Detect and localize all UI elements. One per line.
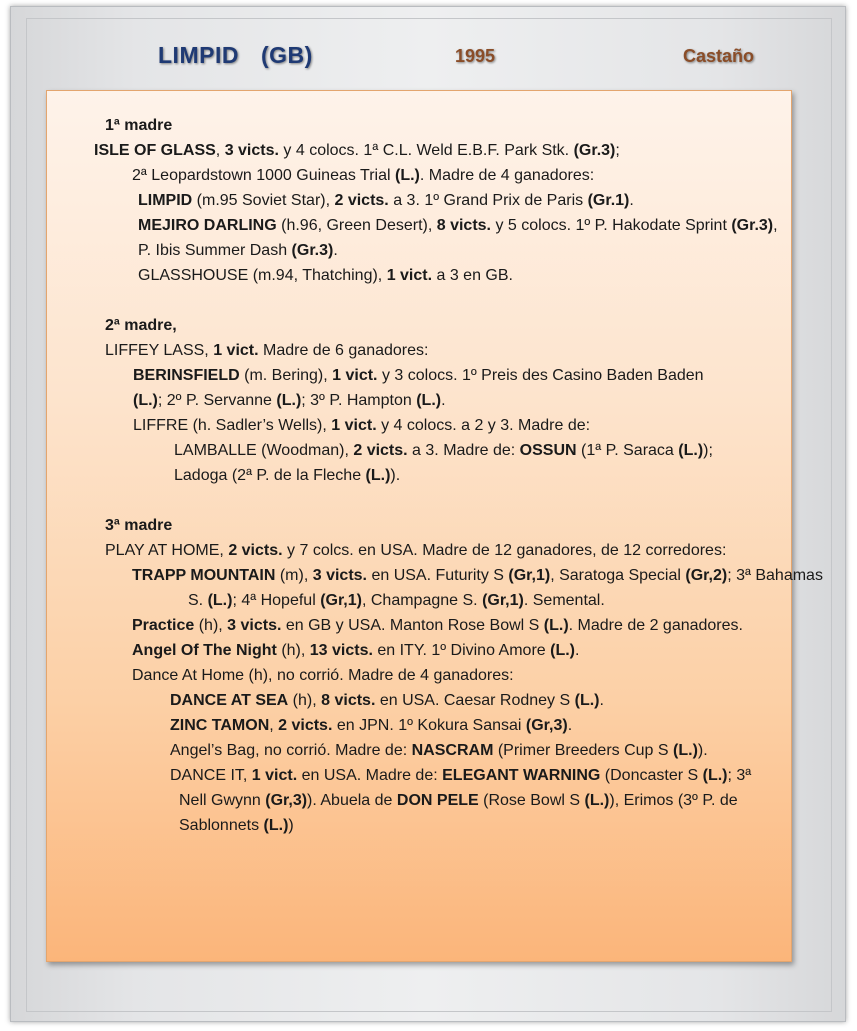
offspring-mejiro-darling: MEJIRO DARLING (h.96, Green Desert), 8 victs. y 5 colocs. 1º P. Hakodate Sprint (Gr.3), P. Ibis Summer Dash (Gr.3). [138,217,778,259]
offspring-angels-bag: Angel’s Bag, no corrió. Madre de: NASCRAM (Primer Breeders Cup S (L.)). [170,742,708,759]
dam1-line2: 2ª Leopardstown 1000 Guineas Trial (L.). Madre de 4 ganadores: [132,167,595,184]
birth-year: 1995 [455,46,496,66]
horse-name: LIMPID [158,42,239,68]
dam2-line1: LIFFEY LASS, 1 vict. Madre de 6 ganadores: [105,342,429,359]
offspring-dance-it: DANCE IT, 1 vict. en USA. Madre de: ELEGANT WARNING (Doncaster S (L.); 3ª Nell Gwynn (Gr,3)). Abuela de DON PELE (Rose Bowl S (L.)), Erimos (3º P. de Sablonnets (L.)) [170,767,752,834]
dam3-line1: PLAY AT HOME, 2 victs. y 7 colcs. en USA. Madre de 12 ganadores, de 12 corredores: [105,542,727,559]
dam2-heading: 2ª madre, [105,317,177,334]
offspring-dance-at-home: Dance At Home (h), no corrió. Madre de 4 ganadores: [132,667,514,684]
offspring-berinsfield: BERINSFIELD (m. Bering), 1 vict. y 3 colocs. 1º Preis des Casino Baden Baden (L.); 2º P. Servanne (L.); 3º P. Hampton (L.). [133,367,704,409]
offspring-angel-of-the-night: Angel Of The Night (h), 13 victs. en ITY. 1º Divino Amore (L.). [132,642,580,659]
dam3-heading: 3ª madre [105,517,173,534]
horse-country: (GB) [260,42,313,68]
offspring-limpid: LIMPID (m.95 Soviet Star), 2 victs. a 3. 1º Grand Prix de Paris (Gr.1). [138,192,634,209]
offspring-zinc-tamon: ZINC TAMON, 2 victs. en JPN. 1º Kokura Sansai (Gr,3). [170,717,573,734]
coat-color: Castaño [683,46,755,66]
offspring-dance-at-sea: DANCE AT SEA (h), 8 victs. en USA. Caesar Rodney S (L.). [170,692,604,709]
offspring-liffre: LIFFRE (h. Sadler’s Wells), 1 vict. y 4 colocs. a 2 y 3. Madre de: [133,417,591,434]
offspring-lamballe: LAMBALLE (Woodman), 2 victs. a 3. Madre de: OSSUN (1ª P. Saraca (L.)); Ladoga (2ª P. de la Fleche (L.)). [174,442,713,484]
pedigree-content [94,113,823,838]
offspring-practice: Practice (h), 3 victs. en GB y USA. Manton Rose Bowl S (L.). Madre de 2 ganadores. [132,617,743,634]
horse-title [158,42,313,69]
offspring-glasshouse: GLASSHOUSE (m.94, Thatching), 1 vict. a 3 en GB. [138,267,513,284]
dam1-line1: ISLE OF GLASS, 3 victs. y 4 colocs. 1ª C.L. Weld E.B.F. Park Stk. (Gr.3); [94,142,620,159]
dam1-heading: 1ª madre [105,117,173,134]
offspring-trapp-mountain: TRAPP MOUNTAIN (m), 3 victs. en USA. Futurity S (Gr,1), Saratoga Special (Gr,2); 3ª Bahamas S. (L.); 4ª Hopeful (Gr,1), Champagne S. (Gr,1). Semental. [132,567,823,609]
